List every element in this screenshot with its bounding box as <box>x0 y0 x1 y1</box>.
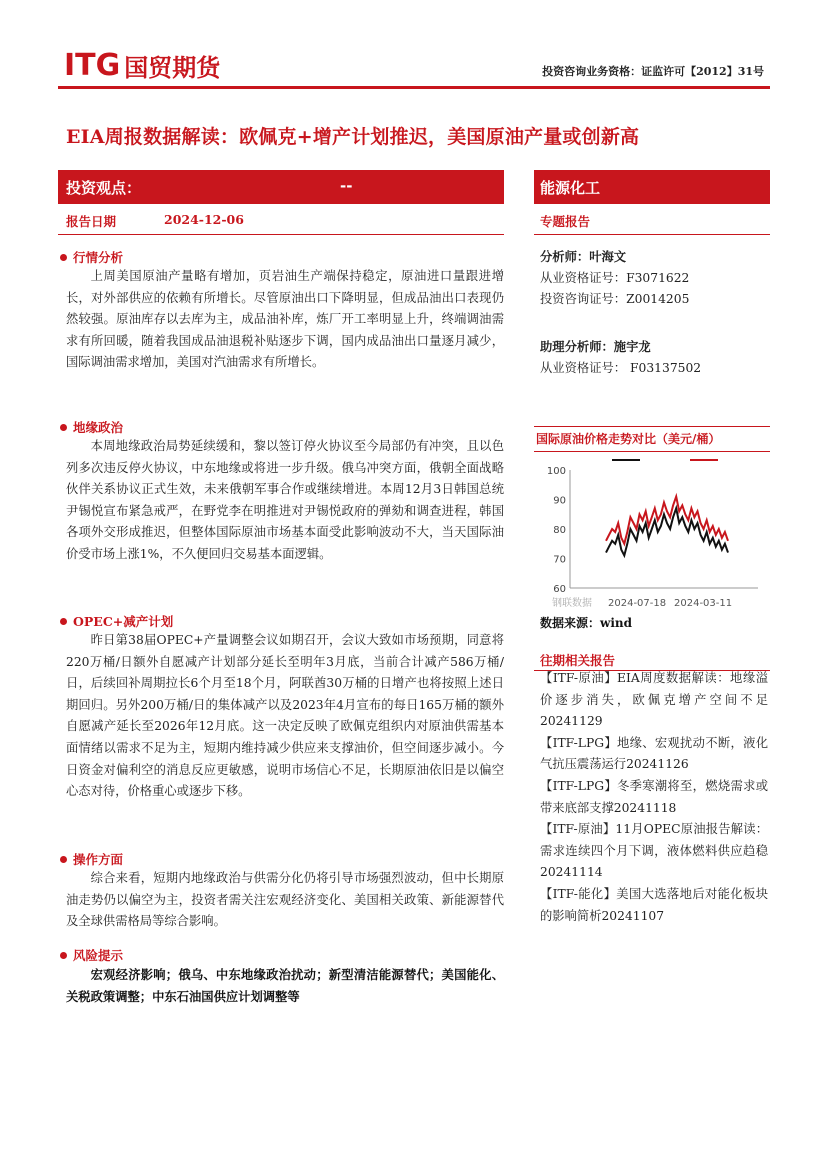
report-date-value: 2024-12-06 <box>164 212 244 227</box>
section-heading-operation: 操作方面 <box>60 850 123 868</box>
analyst-cert-1: 从业资格证号：F3071622 <box>540 271 690 285</box>
investment-view-bar <box>58 170 504 204</box>
x-tick-label: 2024-07-18 <box>608 598 667 609</box>
analyst-info <box>540 246 770 310</box>
report-type-label: 专题报告 <box>540 214 591 229</box>
qualification-text: 投资咨询业务资格：证监许可【2012】31号 <box>542 65 764 78</box>
x-tick-label: 2024-03-11 <box>674 598 733 609</box>
logo-itg-text: ITG <box>64 47 121 83</box>
bullet-icon <box>60 856 67 863</box>
bullet-icon <box>60 424 67 431</box>
section-heading-geopolitics: 地缘政治 <box>60 418 123 436</box>
related-report-item[interactable]: 【ITF-LPG】冬季寒潮将至，燃烧需求或带来底部支撑20241118 <box>540 778 768 815</box>
report-date-label: 报告日期 <box>66 214 117 229</box>
analyst-row: 分析师：叶海文 <box>540 249 627 264</box>
y-tick-label: 90 <box>553 495 566 507</box>
analyst-name: 叶海文 <box>589 249 627 264</box>
section-heading-risk: 风险提示 <box>60 946 123 964</box>
section-paragraph-operation: 综合来看，短期内地缘政治与供需分化仍将引导市场强烈波动，但中长期原油走势仍以偏空为主，投资者需关注宏观经济变化、美国相关政策、新能源替代及全球供需格局等综合影响。 <box>66 871 504 929</box>
related-report-item[interactable]: 【ITF-原油】11月OPEC原油报告解读：需求连续四个月下调，液体燃料供应趋稳20241114 <box>540 822 768 880</box>
chart-title: 国际原油价格走势对比（美元/桶） <box>536 432 721 446</box>
company-logo <box>64 48 220 82</box>
oil-price-chart <box>536 454 768 612</box>
y-tick-label: 60 <box>553 584 566 595</box>
section-paragraph-opec: 昨日第38届OPEC+产量调整会议如期召开，会议大致如市场预期，同意将220万桶/日额外自愿减产计划部分延长至明年3月底，当前合计减产586万桶/日，后续回补周期拉长6个月至18个月，阿联酋30万桶的日增产也将按照上述日期回归。另外200万桶/日的集体减产以及2023年4月宣布的每日165万桶的额外自愿减产延长至2026年12月底。这一决定反映了欧佩克组织内对原油供需基本面情绪以需求不足为主，短期内维持减少供应来支撑油价，但空间逐步减小。今日资金对偏利空的消息反应更敏感，说明市场信心不足，长期原油依旧是以偏空心态对待，价格重心或逐步下移。 <box>66 633 504 799</box>
logo-cn-text: 国贸期货 <box>124 53 221 82</box>
sector-bar <box>534 170 770 204</box>
report-type-row <box>534 212 770 235</box>
bullet-icon <box>60 254 67 261</box>
section-paragraph-market: 上周美国原油产量略有增加，页岩油生产端保持稳定，原油进口量跟进增长，对外部供应的依赖有所增长。尽管原油出口下降明显，但成品油出口表现仍然较强。原油库存以去库为主，成品油补库，炼厂开工率明显上升，终端调油需求有所回暖，随着我国成品油退税补贴逐步下调，国内成品油出口量逐月减少，国际调油需求增加，美国对汽油需求有所增长。 <box>66 269 504 370</box>
chart-source: 数据来源：wind <box>540 616 633 630</box>
report-date-row <box>58 212 504 235</box>
assistant-name: 施宇龙 <box>613 339 651 354</box>
related-report-item[interactable]: 【ITF-能化】美国大选落地后对能化板块的影响简析20241107 <box>540 886 768 923</box>
chart-title-bar <box>534 426 770 452</box>
related-report-item[interactable]: 【ITF-LPG】地缘、宏观扰动不断，液化气抗压震荡运行20241126 <box>540 735 768 772</box>
assistant-analyst-info <box>540 336 770 379</box>
y-tick-label: 100 <box>546 466 566 477</box>
section-heading-market: 行情分析 <box>60 248 123 266</box>
related-report-item[interactable]: 【ITF-原油】EIA周度数据解读：地缘溢价逐步消失，欧佩克增产空间不足20241129 <box>540 671 768 729</box>
related-reports-list <box>540 668 768 927</box>
assistant-cert: 从业资格证号： F03137502 <box>540 361 702 375</box>
chart-watermark: 钢联数据 <box>552 598 592 609</box>
risk-text: 宏观经济影响；俄乌、中东地缘政治扰动；新型清洁能源替代；美国能化、关税政策调整；中东石油国供应计划调整等 <box>66 967 504 1004</box>
y-tick-label: 80 <box>553 525 566 536</box>
investment-view-value: -- <box>340 177 353 195</box>
header-divider <box>58 86 770 89</box>
y-tick-label: 70 <box>553 554 566 566</box>
investment-view-label: 投资观点： <box>66 179 142 197</box>
report-title: EIA周报数据解读：欧佩克+增产计划推迟，美国原油产量或创新高 <box>66 126 640 148</box>
analyst-cert-2: 投资咨询证号：Z0014205 <box>540 292 690 306</box>
bullet-icon <box>60 618 67 625</box>
bullet-icon <box>60 952 67 959</box>
assistant-row: 助理分析师：施宇龙 <box>540 339 651 354</box>
section-paragraph-geopolitics: 本周地缘政治局势延续缓和，黎以签订停火协议至今局部仍有冲突，且以色列多次违反停火协议，中东地缘或将进一步升级。俄乌冲突方面，俄朝全面战略伙伴关系协议正式生效，未来俄朝军事合作或继续增进。本周12月3日韩国总统尹锡悦宣布紧急戒严，在野党李在明推进对尹锡悦政府的弹劾和调查进程，韩国各项外交形成推迟，但整体国际原油市场基本面受此影响波动不大，当天国际油价受市场上涨1%，不久便回归交易基本面逻辑。 <box>66 439 504 561</box>
section-heading-opec: OPEC+减产计划 <box>60 612 173 630</box>
sector-label: 能源化工 <box>540 179 601 197</box>
related-reports-heading: 往期相关报告 <box>540 653 616 668</box>
